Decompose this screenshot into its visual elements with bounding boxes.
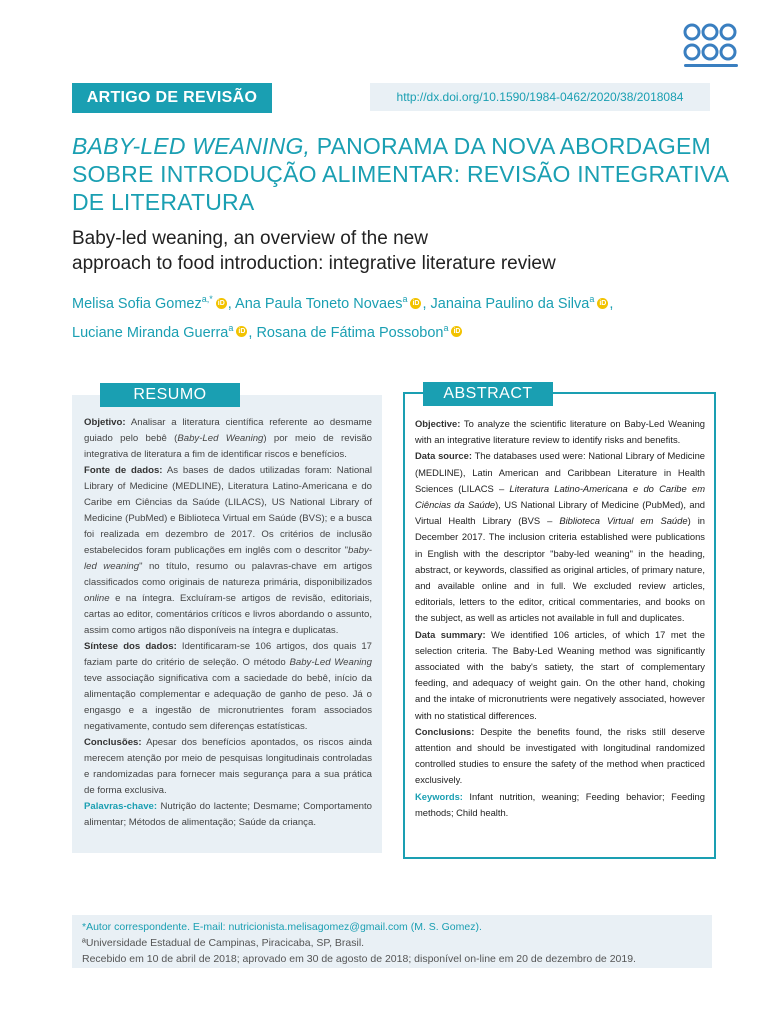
author-affiliation-mark: a [228,322,234,333]
label: Conclusions: [415,725,475,737]
text: ) por meio de revisão integrativa de literatura a fim de identificar riscos e benefícios. [84,433,372,460]
text: " no título, resumo ou palavras-chave em artigos classificados como originais de natureza primária, disponibilizados [84,561,372,588]
abstract-keywords [415,789,705,821]
text-italic: Baby-Led Weaning [177,433,264,444]
text: ) in December 2017. The inclusion criteria established were publications in English with the descriptor "baby-led weaning" in the heading, abstract, or keywords, classified as original articles, of primary nature, and available online and in full. We excluded review articles, editorials, letters to the editor, critical commentaries, and books on the subject, as well as articles not available in full and duplicates. [415,515,705,624]
article-type-badge: ARTIGO DE REVISÃO [72,83,272,113]
author-list: Melisa Sofia Gomez$^{a,*}$ iD , Ana Paula Toneto Novaes$^a$ iD , Janaina Paulino da Silva$^a$ iD , Luciane Miranda Guerra$^a$ iD , Rosana de Fátima Possobon$^a$ iD [72,294,614,341]
resumo-data-source [84,463,372,639]
orcid-icon[interactable]: iD [238,328,246,336]
corresponding-author[interactable]: *Autor correspondente. E-mail: nutricionista.melisagomez@gmail.com (M. S. Gomez). [82,921,482,933]
resumo-body [84,415,372,831]
author-affiliation-mark: a [443,322,449,333]
abstract-heading: ABSTRACT [423,382,553,406]
author-affiliation-mark: a [589,294,595,304]
text: We identified 106 articles, of which 17 met the selection criteria. The Baby-Led Weaning method was significantly associated with the baby's satiety, the start of complementary feeding, and adequacy of weight gain. On the other hand, choking and the intake of micronutrients were negatively associated, however with no statistical differences. [415,628,705,721]
journal-logo [680,20,742,72]
label: Objective: [415,418,461,429]
text: teve associação significativa com a saciedade do bebê, início da alimentação complementar e adequação de ganho de peso. Já o engasgo e a ingestão de micronutrientes foram associados negativamente, contudo sem diferenças estatísticas. [84,673,372,732]
author-name: Melisa Sofia Gomez [72,295,202,312]
text: Infant nutrition, weaning; Feeding behavior; Feeding methods; Child health. [415,790,705,818]
text-italic: Literatura Latino-Americana e do Caribe em Ciências da Saúde [415,482,706,511]
author-affiliation-mark: a,* [201,294,213,304]
abstract-body [415,416,705,821]
text: Despite the benefits found, the risks still deserve attention and should be investigated with longitudinal randomized controlled studies to ensure the safety of the method when practiced exclusively. [415,725,705,786]
orcid-icon[interactable]: iD [217,299,225,307]
text: ), US National Library of Medicine (PubMed), and Virtual Health Library (BVS – [415,499,706,527]
author-name: Rosana de Fátima Possobon [256,324,444,341]
label: Keywords: [415,790,463,802]
label: Objetivo: [84,417,126,428]
text: Apesar dos benefícios apontados, os riscos ainda merecem atenção por meio de pesquisas longitudinais controladas e randomizadas para fornecer mais segurança para a sua prática de forma exclusiva. [84,737,372,796]
text: As bases de dados utilizadas foram: National Library of Medicine (MEDLINE), Literatura Latino-Americana e do Caribe em Ciências da Saúde (LILACS), US National Library of Medicine (PubMed) e Biblioteca Virtual em Saúde (BVS); e a busca foi realizada em dezembro de 2017. Os critérios de inclusão estabelecidos foram publicações em inglês com o descritor " [84,465,372,556]
english-title-line2: approach to food introduction: integrative literature review [72,253,556,274]
resumo-heading: RESUMO [100,383,240,407]
orcid-icon[interactable]: iD [412,299,420,307]
text: Identificaram-se 106 artigos, dos quais 17 faziam parte do critério de seleção. O método [84,641,372,668]
text: Analisar a literatura científica referente ao desmame guiado pelo bebê ( [84,417,372,444]
text-italic: online [84,593,110,604]
resumo-synthesis [84,639,372,735]
label: Síntese dos dados: [84,641,177,652]
label: Palavras-chave: [84,801,158,812]
abstract-conclusions [415,724,705,789]
label: Fonte de dados: [84,465,163,476]
english-title-line1: Baby-led weaning, an overview of the new [72,228,428,249]
text-italic: baby-led weaning [84,545,372,572]
label: Conclusões: [84,737,142,748]
abstract-objective [415,416,705,448]
text: e na íntegra. Excluíram-se artigos de revisão, editoriais, cartas ao editor, comentários críticos e livros abordando o assunto, assim como artigos não disponíveis na íntegra e duplicatas. [84,593,372,636]
author-name: Ana Paula Toneto Novaes [235,295,403,312]
orcid-icon[interactable]: iD [453,328,461,336]
footnote-box [72,915,712,968]
received-dates: Recebido em 10 de abril de 2018; aprovado em 30 de agosto de 2018; disponível on-line em 20 de dezembro de 2019. [82,953,636,965]
text: To analyze the scientific literature on Baby-Led Weaning with an integrative literature review to identify risks and benefits. [415,418,705,446]
text-italic: Baby-Led Weaning [289,657,372,668]
text: Nutrição do lactente; Desmame; Comportamento alimentar; Métodos de alimentação; Saúde da criança. [84,801,372,828]
resumo-keywords [84,799,372,831]
author-name: Janaina Paulino da Silva [430,295,590,312]
abstract-data-source [415,448,705,626]
text: The databases used were: National Library of Medicine (MEDLINE), Latin American and Caribbean Literature in Health Sciences (LILACS – [415,450,706,494]
abstract-box [403,385,716,859]
label: Data source: [415,450,472,462]
orcid-icon[interactable]: iD [599,299,607,307]
affiliation: ªUniversidade Estadual de Campinas, Piracicaba, SP, Brasil. [82,937,365,949]
text-italic: Biblioteca Virtual em Saúde [559,515,688,527]
resumo-objective [84,415,372,463]
title-rest: PANORAMA DA NOVA ABORDAGEM SOBRE INTRODUÇÃO ALIMENTAR: REVISÃO INTEGRATIVA DE LITERATURA [72,133,729,215]
label: Data summary: [415,628,486,640]
english-title [72,226,712,276]
doi-link[interactable]: http://dx.doi.org/10.1590/1984-0462/2020/38/2018084 [370,83,710,111]
resumo-box [72,386,382,853]
article-title [72,132,732,216]
resumo-conclusions [84,735,372,799]
abstract-data-summary [415,627,705,724]
title-italic: BABY-LED WEANING, [72,133,311,159]
author-affiliation-mark: a [402,294,408,304]
author-name: Luciane Miranda Guerra [72,324,229,341]
